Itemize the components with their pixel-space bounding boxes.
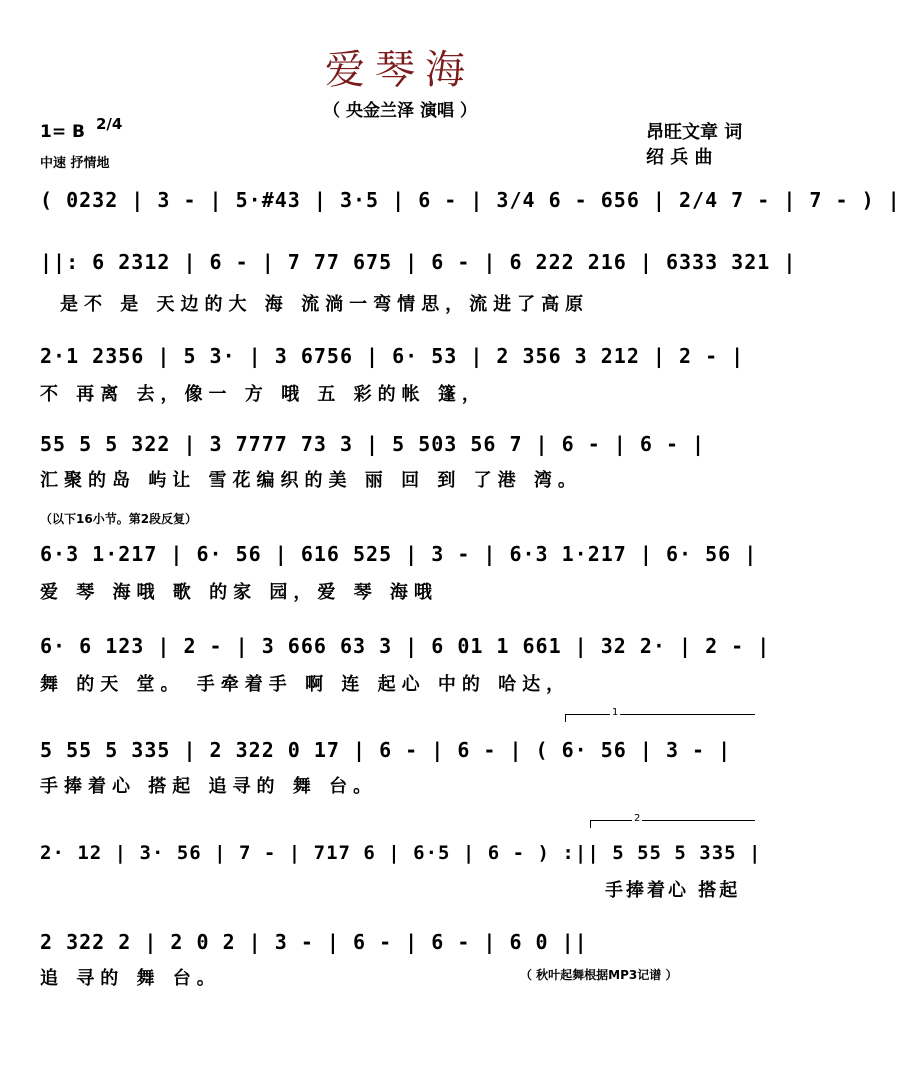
system-3-lyrics: 不 再离 去，像一 方 哦 五 彩的帐 篷， bbox=[40, 384, 486, 405]
system-2-lyrics: 是不 是 天边的大 海 流淌一弯情思，流进了高原 bbox=[60, 294, 590, 315]
system-3-notes: 2·1 2356 | 5 3· | 3 6756 | 6· 53 | 2 356 3 212 | 2 - | bbox=[40, 344, 745, 368]
system-8-lyrics: 手捧着心 搭起 bbox=[605, 880, 741, 901]
volta-1-label: 1 bbox=[612, 707, 619, 718]
page-title: 爱琴海 bbox=[325, 47, 475, 93]
volta-2-bracket bbox=[590, 820, 755, 821]
volta-2-tick bbox=[590, 820, 591, 828]
system-5-lyrics: 爱 琴 海哦 歌 的家 园，爱 琴 海哦 bbox=[40, 582, 438, 603]
system-7-notes: 5 55 5 335 | 2 322 0 17 | 6 - | 6 - | ( 6· 56 | 3 - | bbox=[40, 738, 732, 762]
tempo-marking: 中速 抒情地 bbox=[40, 156, 110, 171]
system-9-notes: 2 322 2 | 2 0 2 | 3 - | 6 - | 6 - | 6 0 || bbox=[40, 930, 588, 954]
composer-credit: 绍 兵 曲 bbox=[646, 147, 713, 168]
system-6-notes: 6· 6 123 | 2 - | 3 666 63 3 | 6 01 1 661 | 32 2· | 2 - | bbox=[40, 634, 771, 658]
volta-2-label: 2 bbox=[634, 813, 641, 824]
system-7-lyrics: 手捧着心 搭起 追寻的 舞 台。 bbox=[40, 776, 378, 797]
volta-1-tick bbox=[565, 714, 566, 722]
system-2-notes: ||: 6 2312 | 6 - | 7 77 675 | 6 - | 6 222 216 | 6333 321 | bbox=[40, 250, 797, 274]
subtitle: （ 央金兰泽 演唱 ） bbox=[323, 101, 477, 121]
system-5-notes: 6·3 1·217 | 6· 56 | 616 525 | 3 - | 6·3 1·217 | 6· 56 | bbox=[40, 542, 758, 566]
system-4-lyrics: 汇聚的岛 屿让 雪花编织的美 丽 回 到 了港 湾。 bbox=[40, 470, 582, 491]
section-note: （以下16小节。第2段反复） bbox=[40, 512, 198, 526]
transcription-footnote: （ 秋叶起舞根据MP3记谱 ） bbox=[520, 968, 678, 982]
time-signature: 2/4 bbox=[96, 115, 123, 133]
system-4-notes: 55 5 5 322 | 3 7777 73 3 | 5 503 56 7 | 6 - | 6 - | bbox=[40, 432, 706, 456]
key-signature: 1= B bbox=[40, 122, 85, 142]
volta-1-bracket bbox=[565, 714, 755, 715]
lyricist-credit: 昂旺文章 词 bbox=[646, 122, 743, 143]
system-6-lyrics: 舞 的天 堂。 手牵着手 啊 连 起心 中的 哈达， bbox=[40, 674, 571, 695]
system-1-notes: ( 0232 | 3 - | 5·#43 | 3·5 | 6 - | 3/4 6 - 656 | 2/4 7 - | 7 - ) | bbox=[40, 188, 901, 212]
system-9-lyrics: 追 寻的 舞 台。 bbox=[40, 968, 221, 989]
system-8-notes: 2· 12 | 3· 56 | 7 - | 717 6 | 6·5 | 6 - ) :|| 5 55 5 335 | bbox=[40, 842, 762, 864]
